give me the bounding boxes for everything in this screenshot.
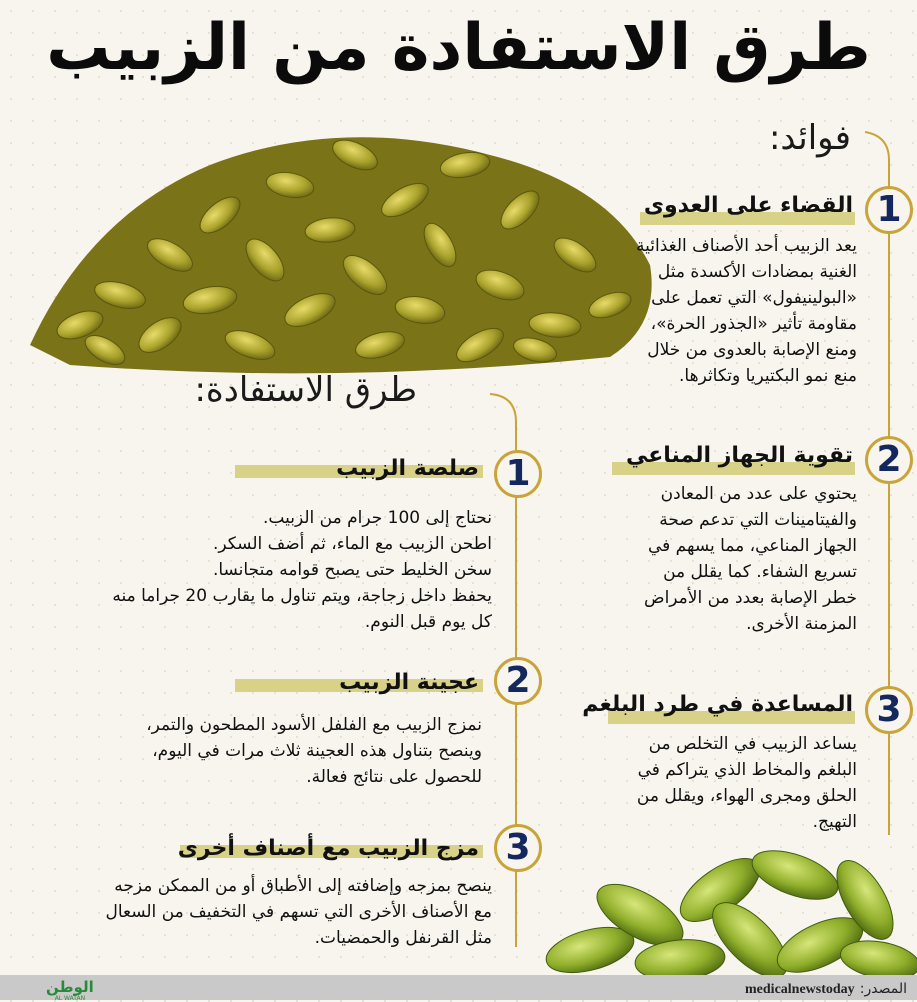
source-label: المصدر:: [859, 981, 907, 997]
use-title-1: صلصة الزبيب: [336, 456, 479, 481]
use-title-2: عجينة الزبيب: [339, 670, 479, 695]
benefit-title-1: القضاء على العدوى: [643, 193, 853, 218]
source-value: medicalnewstoday: [745, 982, 855, 997]
benefit-text-3: يساعد الزبيب في التخلص من البلغم والمخاط الذي يتراكم في الحلق ومجرى الهواء، ويقلل من التهيج.: [636, 734, 857, 832]
alwatan-logo: [46, 977, 94, 1002]
benefit-number-2: 2: [865, 436, 913, 484]
logo-subtext: AL WATAN: [54, 995, 86, 1002]
benefit-number-3: 3: [865, 686, 913, 734]
logo-text: الوطن: [46, 978, 94, 996]
benefit-title-3: المساعدة في طرد البلغم: [582, 692, 853, 717]
use-text-1: نحتاج إلى 100 جرام من الزبيب. اطحن الزبيب مع الماء، ثم أضف السكر. سخن الخليط حتى يصبح قوامه متجانسا. يحفظ داخل زجاجة، ويتم تناول ما يقارب 20 جراما منه كل يوم قبل النوم.: [112, 508, 492, 632]
green-raisins-image: [530, 835, 917, 975]
benefit-title-2: تقوية الجهاز المناعي: [626, 443, 853, 468]
use-title-3: مزج الزبيب مع أصناف أخرى: [177, 836, 479, 861]
benefit-text-1: يعد الزبيب أحد الأصناف الغذائية الغنية بمضادات الأكسدة مثل «البولينيفول» التي تعمل على مقاومة تأثير «الجذور الحرة»، ومنع الإصابة بالعدوى من خلال منع نمو البكتيريا وتكاثرها.: [636, 236, 857, 386]
use-number-2: 2: [494, 657, 542, 705]
benefits-bracket-line: [863, 130, 893, 850]
benefit-number-1: 1: [865, 186, 913, 234]
benefits-heading: فوائد:: [768, 118, 851, 158]
page-title: طرق الاستفادة من الزبيب: [46, 11, 871, 85]
uses-heading: طرق الاستفادة:: [194, 370, 417, 410]
use-number-1: 1: [494, 450, 542, 498]
footer-bar: [0, 975, 917, 1000]
source-credit: [745, 978, 907, 998]
use-number-3: 3: [494, 824, 542, 872]
benefit-text-2: يحتوي على عدد من المعادن والفيتامينات التي تدعم صحة الجهاز المناعي، مما يسهم في تسريع الشفاء. كما يقلل من خطر الإصابة بعدد من الأمراض المزمنة الأخرى.: [644, 484, 857, 634]
use-text-2: نمزج الزبيب مع الفلفل الأسود المطحون والتمر، وينصح بتناول هذه العجينة ثلاث مرات في اليوم، للحصول على نتائج فعالة.: [146, 715, 482, 787]
use-text-3: ينصح بمزجه وإضافته إلى الأطباق أو من الممكن مزجه مع الأصناف الأخرى التي تسهم في التخفيف من السعال مثل القرنفل والحمضيات.: [105, 876, 492, 948]
